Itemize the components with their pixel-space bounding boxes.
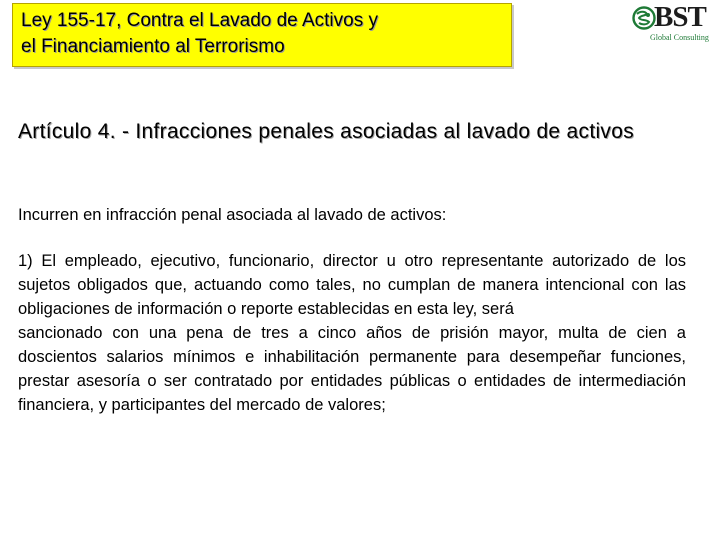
article-heading: Artículo 4. - Infracciones penales asociadas al lavado de activos <box>18 120 634 143</box>
title-banner <box>12 3 512 67</box>
title-line-1: Ley 155-17, Contra el Lavado de Activos y <box>21 10 379 31</box>
article-item-1 <box>18 249 686 417</box>
title-line-2: el Financiamiento al Terrorismo <box>21 36 285 57</box>
logo-tagline: Global Consulting <box>650 33 709 42</box>
logo-wordmark: BST <box>654 1 706 33</box>
item-1-paragraph-2: sancionado con una pena de tres a cinco años de prisión mayor, multa de cien a doscientos salarios mínimos e inhabilitación permanente para desempeñar funciones, prestar asesoría o ser contratado por entidades públicas o entidades de intermediación financiera, y participantes del mercado de valores; <box>18 324 686 414</box>
article-intro: Incurren en infracción penal asociada al lavado de activos: <box>18 206 447 224</box>
item-1-paragraph-1: 1) El empleado, ejecutivo, funcionario, director u otro representante autorizado de los sujetos obligados que, actuando como tales, no cumplan de manera intencional con las obligaciones de información o reporte establecidas en esta ley, será <box>18 252 686 318</box>
bst-logo <box>630 1 716 44</box>
globe-icon <box>632 6 656 30</box>
